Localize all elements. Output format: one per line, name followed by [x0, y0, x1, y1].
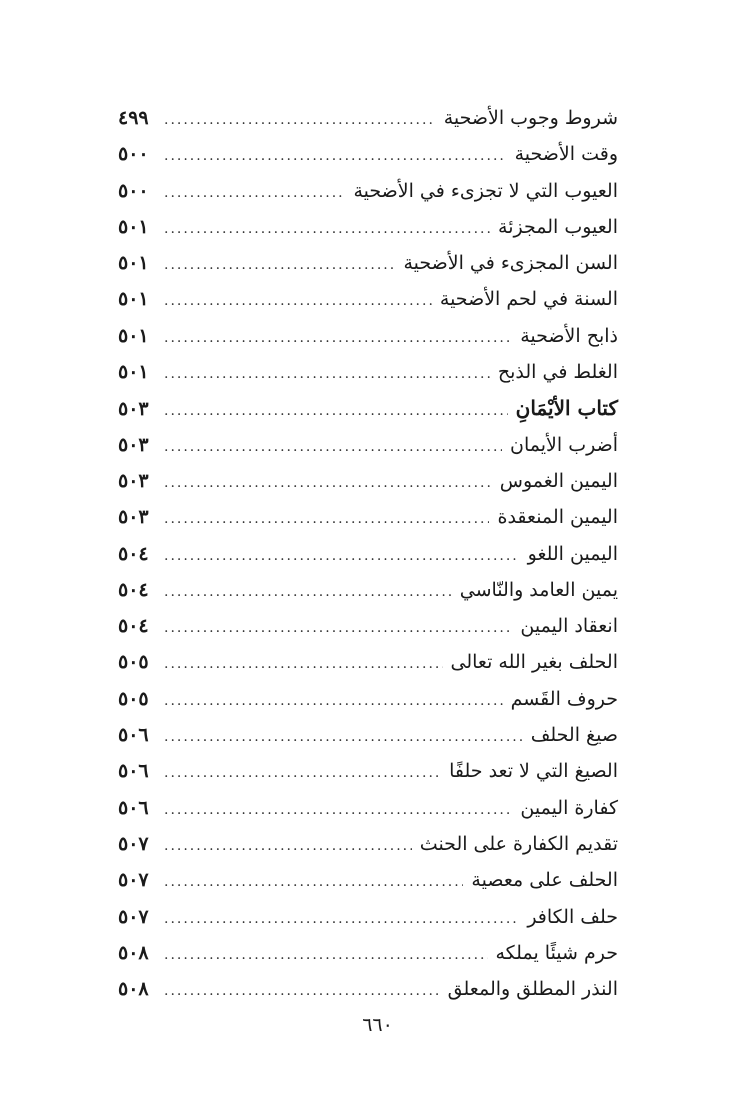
toc-entry-title: انعقاد اليمين: [520, 615, 618, 638]
toc-entry: [118, 899, 618, 935]
toc-entry-title: كفارة اليمين: [520, 796, 618, 819]
toc-entry: [118, 608, 618, 644]
toc-entry-title: اليمين المنعقدة: [497, 506, 618, 529]
toc-entry: [118, 173, 618, 209]
toc-entry-page: ٥٠١: [118, 324, 149, 347]
toc-entry-page: ٥٠٧: [118, 832, 149, 855]
toc-entry-title: أضرب الأيمان: [510, 433, 618, 456]
toc-entry-page: ٥٠٧: [118, 869, 149, 892]
dot-leader: [164, 211, 490, 247]
dot-leader: [164, 465, 492, 501]
toc-entry: [118, 790, 618, 826]
toc-entry: [118, 245, 618, 281]
dot-leader: [164, 356, 490, 392]
toc-entry-page: ٥٠١: [118, 361, 149, 384]
toc-entry-title: كتاب الأيْمَانِ: [515, 396, 618, 421]
toc-entry-page: ٥٠٧: [118, 905, 149, 928]
toc-entry-title: صيغ الحلف: [530, 724, 618, 747]
dot-leader: [164, 792, 512, 828]
toc-entry-title: السنة في لحم الأضحية: [439, 288, 618, 311]
toc-entry: [118, 427, 618, 463]
toc-entry: [118, 318, 618, 354]
toc-entry: [118, 209, 618, 245]
toc-entry-title: يمين العامد والنّاسي: [459, 578, 618, 601]
toc-entry-title: شروط وجوب الأضحية: [443, 107, 618, 129]
toc-entry: [118, 463, 618, 499]
toc-entry: [118, 717, 618, 753]
toc-entry: [118, 100, 618, 136]
toc-entry: [118, 971, 618, 1007]
toc-entry-title: السن المجزىء في الأضحية: [403, 252, 618, 275]
dot-leader: [164, 864, 463, 900]
toc-entry-title: الصيغ التي لا تعد حلفًا: [449, 760, 618, 783]
toc-entry-page: ٥٠٣: [118, 398, 149, 421]
page-number: ٦٦٠: [362, 1014, 393, 1036]
toc-entry-title: الحلف على معصية: [471, 869, 618, 892]
toc-entry-title: حرم شيئًا يملكه: [495, 941, 618, 964]
toc-chapter-heading: [118, 390, 618, 426]
dot-leader: [164, 538, 520, 574]
toc-entry: [118, 354, 618, 390]
toc-entry-page: ٥٠١: [118, 252, 149, 275]
dot-leader: [164, 646, 443, 682]
toc-entry-title: النذر المطلق والمعلق: [447, 978, 618, 1001]
toc-entry: [118, 681, 618, 717]
toc-entry: [118, 136, 618, 172]
toc-entry: [118, 753, 618, 789]
dot-leader: [164, 719, 523, 755]
dot-leader: [164, 283, 432, 319]
dot-leader: [164, 683, 503, 719]
dot-leader: [164, 610, 512, 646]
dot-leader: [164, 175, 345, 211]
toc-entry-page: ٥٠٨: [118, 941, 149, 964]
dot-leader: [164, 393, 508, 429]
toc-entry: [118, 935, 618, 971]
toc-entry: [118, 499, 618, 535]
dot-leader: [164, 901, 519, 937]
toc-entry-page: ٥٠٠: [118, 143, 149, 166]
toc-entry-page: ٥٠٤: [118, 578, 149, 601]
toc-entry: [118, 572, 618, 608]
toc-entry-page: ٥٠٣: [118, 469, 149, 492]
toc-entry-title: وقت الأضحية: [514, 143, 618, 166]
toc-entry-page: ٥٠٦: [118, 796, 149, 819]
toc-entry-title: العيوب التي لا تجزىء في الأضحية: [353, 179, 618, 202]
toc-entry-title: اليمين الغموس: [499, 469, 618, 492]
toc-entry-page: ٥٠٥: [118, 651, 149, 674]
toc-entry-page: ٥٠١: [118, 288, 149, 311]
dot-leader: [164, 937, 488, 973]
toc-entry-page: ٥٠٦: [118, 724, 149, 747]
dot-leader: [164, 828, 412, 864]
dot-leader: [164, 755, 441, 791]
dot-leader: [164, 973, 440, 1009]
dot-leader: [164, 138, 507, 174]
toc-entry-title: تقديم الكفارة على الحنث: [419, 832, 618, 855]
toc-entry: [118, 826, 618, 862]
dot-leader: [164, 320, 512, 356]
toc-entry-page: ٥٠٠: [118, 179, 149, 202]
toc-entry-page: ٥٠٣: [118, 506, 149, 529]
toc-entry-page: ٥٠٤: [118, 615, 149, 638]
toc-entry-page: ٥٠٥: [118, 687, 149, 710]
toc-entry: [118, 862, 618, 898]
toc-entry-title: الغلط في الذبح: [497, 361, 618, 384]
toc-entry-page: ٥٠٦: [118, 760, 149, 783]
toc-entry-title: اليمين اللغو: [527, 542, 618, 565]
toc-entry-page: ٥٠٣: [118, 433, 149, 456]
dot-leader: [164, 501, 489, 537]
toc-entry-title: ذابح الأضحية: [520, 324, 618, 347]
dot-leader: [164, 574, 452, 610]
dot-leader: [164, 102, 436, 138]
toc-entry-page: ٥٠١: [118, 215, 149, 238]
toc-entry-title: حلف الكافر: [527, 905, 618, 928]
toc-entry-page: ٤٩٩: [118, 107, 149, 129]
toc-entry: [118, 536, 618, 572]
dot-leader: [164, 429, 502, 465]
toc-entry: [118, 644, 618, 680]
table-of-contents: [118, 100, 618, 1007]
dot-leader: [164, 247, 395, 283]
toc-entry-title: الحلف بغير الله تعالى: [450, 651, 618, 674]
toc-entry-title: العيوب المجزئة: [498, 215, 618, 238]
toc-entry-title: حروف القَسم: [510, 687, 618, 710]
toc-entry: [118, 281, 618, 317]
toc-entry-page: ٥٠٨: [118, 978, 149, 1001]
toc-entry-page: ٥٠٤: [118, 542, 149, 565]
